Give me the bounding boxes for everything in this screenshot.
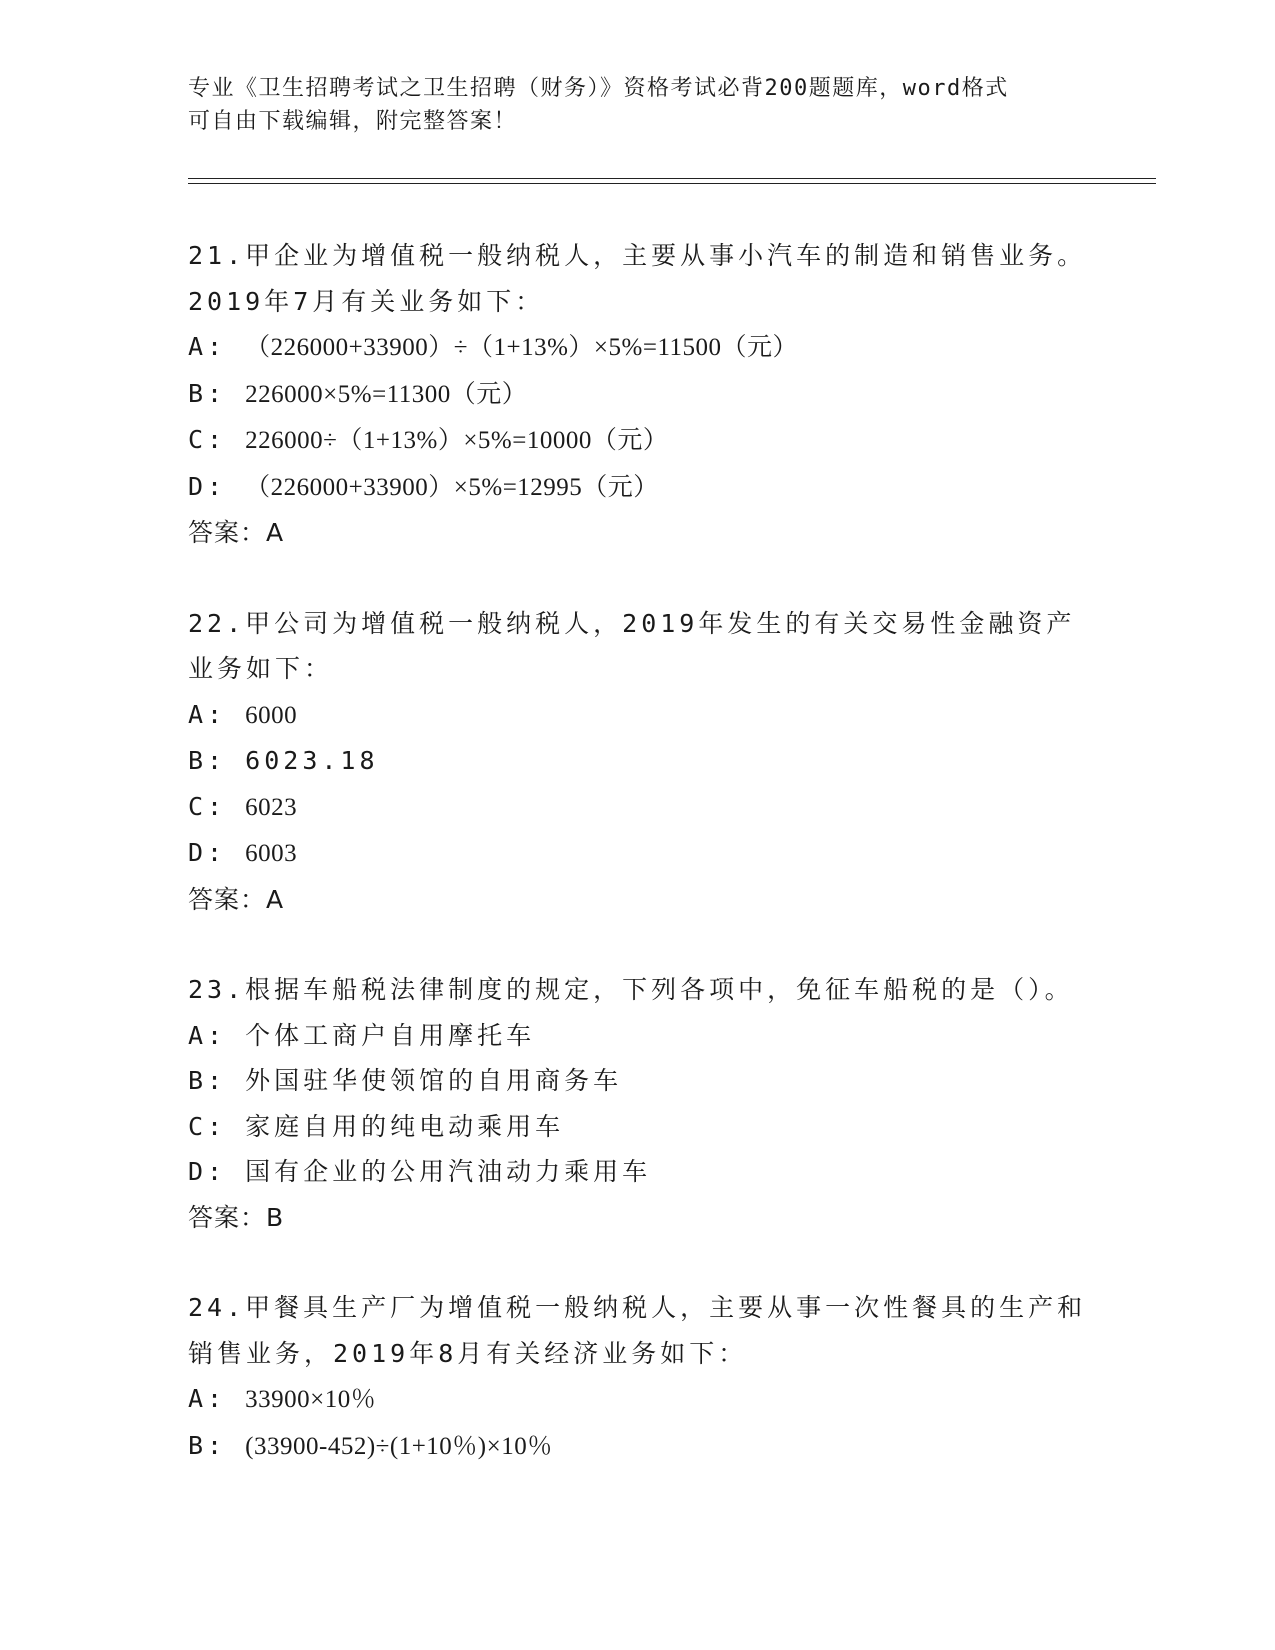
option-text: 6000 xyxy=(245,701,298,729)
option-a xyxy=(188,1013,1088,1059)
option-label: C: xyxy=(188,1111,227,1141)
option-label: D: xyxy=(188,838,227,867)
answer-line: 答案：A xyxy=(188,518,285,547)
option-text: 国有企业的公用汽油动力乘用车 xyxy=(245,1157,652,1186)
option-a xyxy=(188,324,1088,371)
option-label: B: xyxy=(188,746,227,775)
answer-line: 答案：A xyxy=(188,884,285,914)
document-header xyxy=(188,72,1088,138)
question-stem: 22.甲公司为增值税一般纳税人，2019年发生的有关交易性金融资产业务如下： xyxy=(188,608,1076,683)
option-text: (33900-452)÷(1+10％)×10％ xyxy=(245,1432,553,1460)
option-a xyxy=(188,692,1088,739)
option-text: 33900×10％ xyxy=(245,1386,377,1413)
option-label: A: xyxy=(188,1020,227,1050)
option-b xyxy=(188,371,1088,418)
question-23 xyxy=(188,967,1088,1240)
option-label: B: xyxy=(188,378,227,408)
option-label: C: xyxy=(188,791,227,821)
question-list xyxy=(188,233,1088,1514)
option-text: （226000+33900）×5%=12995（元） xyxy=(245,473,659,501)
option-b xyxy=(188,1058,1088,1104)
option-text: 个体工商户自用摩托车 xyxy=(245,1020,536,1050)
option-d xyxy=(188,464,1088,511)
option-label: D: xyxy=(188,471,227,501)
option-label: D: xyxy=(188,1157,227,1186)
option-text: 226000×5%=11300（元） xyxy=(245,380,528,408)
header-line-1: 专业《卫生招聘考试之卫生招聘（财务）》资格考试必背200题题库，word格式 xyxy=(188,76,1009,101)
question-22 xyxy=(188,601,1088,923)
option-label: B: xyxy=(188,1430,227,1460)
option-label: C: xyxy=(188,425,227,454)
option-b xyxy=(188,738,1088,784)
option-label: A: xyxy=(188,1384,227,1413)
option-c xyxy=(188,417,1088,464)
header-divider-bottom xyxy=(188,183,1156,184)
question-21 xyxy=(188,233,1088,556)
option-text: 6023.18 xyxy=(245,746,379,775)
option-a xyxy=(188,1376,1088,1423)
option-text: 外国驻华使领馆的自用商务车 xyxy=(245,1066,623,1095)
header-divider-top xyxy=(188,178,1156,179)
option-text: 226000÷（1+13%）×5%=10000（元） xyxy=(245,427,669,454)
option-label: B: xyxy=(188,1066,227,1095)
option-c xyxy=(188,784,1088,831)
question-stem: 21.甲企业为增值税一般纳税人，主要从事小汽车的制造和销售业务。2019年7月有关业务如下： xyxy=(188,241,1087,316)
header-line-2: 可自由下载编辑，附完整答案！ xyxy=(188,109,518,134)
option-label: A: xyxy=(188,332,227,361)
question-stem: 23.根据车船税法律制度的规定，下列各项中，免征车船税的是（）。 xyxy=(188,975,1074,1004)
question-stem: 24.甲餐具生产厂为增值税一般纳税人，主要从事一次性餐具的生产和销售业务，2019年8月有关经济业务如下： xyxy=(188,1293,1087,1368)
question-24 xyxy=(188,1285,1088,1469)
option-c xyxy=(188,1104,1088,1150)
option-d xyxy=(188,1149,1088,1195)
answer-line: 答案：B xyxy=(188,1202,285,1232)
option-text: 6023 xyxy=(245,793,298,821)
option-b xyxy=(188,1423,1088,1470)
option-text: 6003 xyxy=(245,840,298,867)
option-d xyxy=(188,830,1088,877)
option-label: A: xyxy=(188,699,227,729)
option-text: 家庭自用的纯电动乘用车 xyxy=(245,1111,565,1141)
option-text: （226000+33900）÷（1+13%）×5%=11500（元） xyxy=(245,334,799,361)
